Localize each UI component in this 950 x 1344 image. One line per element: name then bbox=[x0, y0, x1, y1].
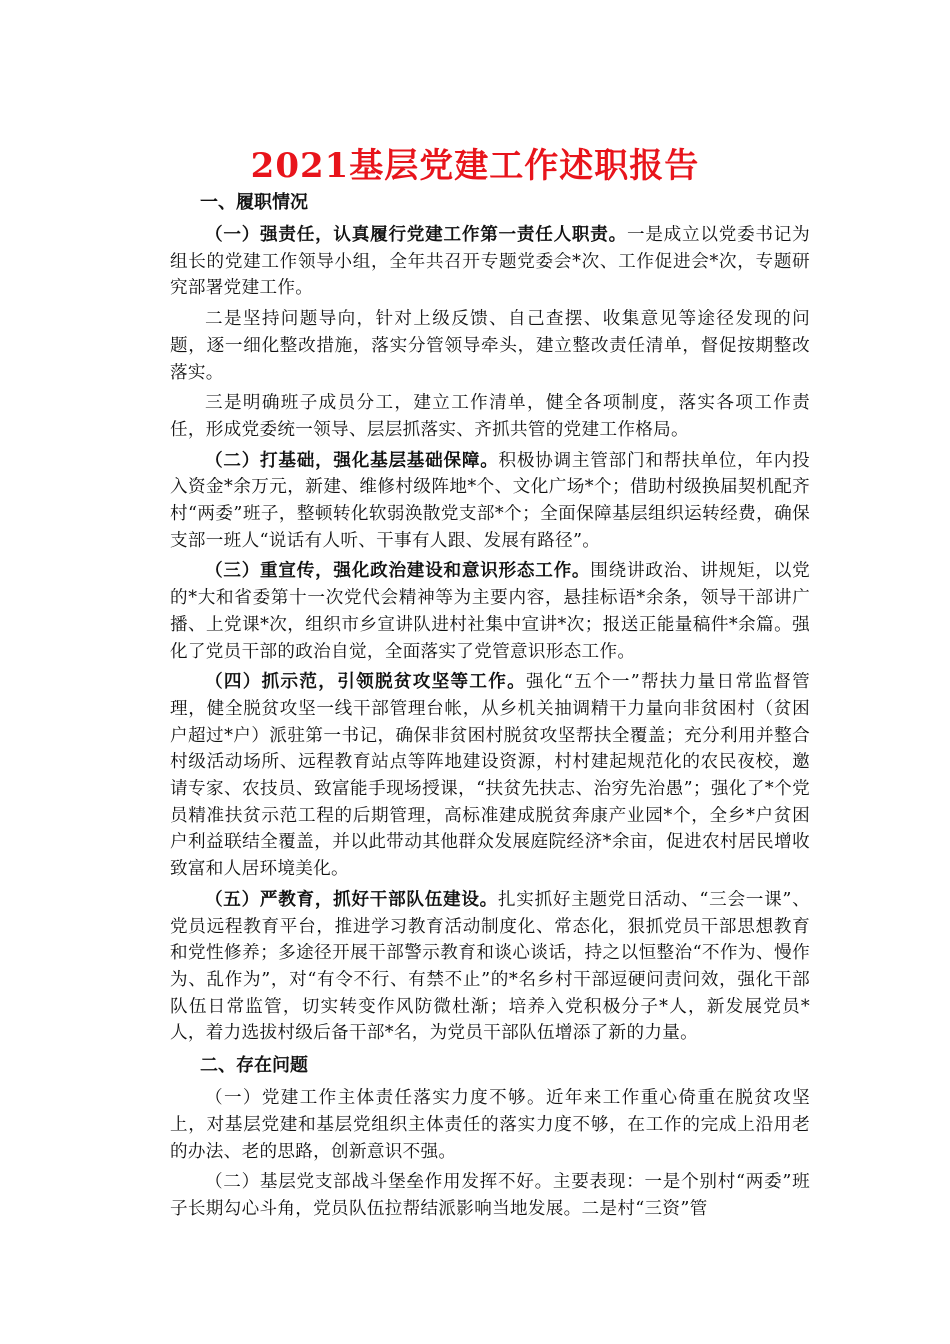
section-heading-2: 二、存在问题 bbox=[200, 1055, 308, 1077]
paragraph-9: （二）基层党支部战斗堡垒作用发挥不好。主要表现：一是个别村“两委”班子长期勾心斗角，党员队伍拉帮结派影响当地发展。二是村“三资”管 bbox=[170, 1172, 810, 1219]
paragraph-6 bbox=[170, 669, 810, 883]
paragraph-5 bbox=[170, 558, 810, 665]
paragraph-text: 一是成立以党委书记为组长的党建工作领导小组，全年共召开专题党委会*次、工作促进会*次，专题研究部署党建工作。 bbox=[170, 225, 810, 299]
paragraph-8: （一）党建工作主体责任落实力度不够。近年来工作重心倚重在脱贫攻坚上，对基层党建和基层党组织主体责任的落实力度不够，在工作的完成上沿用老的办法、老的思路，创新意识不强。 bbox=[170, 1088, 810, 1162]
paragraph-text: 强化“五个一”帮扶力量日常监督管理，健全脱贫攻坚一线干部管理台帐，从乡机关抽调精干力量向非贫困村（贫困户超过*户）派驻第一书记，确保非贫困村脱贫攻坚帮扶全覆盖；充分利用并整合村级活动场所、远程教育站点等阵地建设资源，村村建起规范化的农民夜校，邀请专家、农技员、致富能手现场授课，“扶贫先扶志、治穷先治愚”；强化了*个党员精准扶贫示范工程的后期管理，高标准建成脱贫奔康产业园*个，全乡*户贫困户利益联结全覆盖，并以此带动其他群众发展庭院经济*余亩，促进农村居民增收致富和人居环境美化。 bbox=[170, 672, 810, 880]
paragraph-lead: （一）强责任，认真履行党建工作第一责任人职责。 bbox=[205, 224, 627, 245]
paragraph-lead: （五）严教育，抓好干部队伍建设。 bbox=[205, 888, 498, 910]
paragraph-3: 三是明确班子成员分工，建立工作清单，健全各项制度，落实各项工作责任，形成党委统一领导、层层抓落实、齐抓共管的党建工作格局。 bbox=[170, 393, 810, 440]
paragraph-lead: （四）抓示范，引领脱贫攻坚等工作。 bbox=[205, 671, 527, 693]
paragraph-4 bbox=[170, 448, 810, 555]
paragraph-lead: （三）重宣传，强化政治建设和意识形态工作。 bbox=[205, 560, 591, 582]
section-heading-1: 一、履职情况 bbox=[200, 192, 308, 213]
paragraph-text: 扎实抓好主题党日活动、“三会一课”、党员远程教育平台，推进学习教育活动制度化、常态化，狠抓党员干部思想教育和党性修养；多途径开展干部警示教育和谈心谈话，持之以恒整治“不作为、慢作为、乱作为”，对“有令不行、有禁不止”的*名乡村干部逗硬问责问效，强化干部队伍日常监管，切实转变作风防微杜渐；培养入党积极分子*人，新发展党员*人，着力选拔村级后备干部*名，为党员干部队伍增添了新的力量。 bbox=[170, 889, 810, 1044]
paragraph-lead: （二）打基础，强化基层基础保障。 bbox=[205, 449, 499, 471]
page-title: 2021基层党建工作述职报告 bbox=[250, 146, 700, 186]
paragraph-text: 积极协调主管部门和帮扶单位，年内投入资金*余万元，新建、维修村级阵地*个、文化广场*个；借助村级换届契机配齐村“两委”班子，整顿转化软弱涣散党支部*个；全面保障基层组织运转经费，确保支部一班人“说话有人听、干事有人跟、发展有路径”。 bbox=[170, 450, 810, 551]
paragraph-text: 围绕讲政治、讲规矩，以党的*大和省委第十一次党代会精神等为主要内容，悬挂标语*余条，领导干部讲广播、上党课*次，组织市乡宣讲队进村社集中宣讲*次；报送正能量稿件*余篇。强化了党员干部的政治自觉，全面落实了党管意识形态工作。 bbox=[170, 561, 810, 662]
paragraph-1 bbox=[170, 222, 810, 302]
document-body bbox=[170, 188, 810, 1223]
paragraph-2: 二是坚持问题导向，针对上级反馈、自己查摆、收集意见等途径发现的问题，逐一细化整改措施，落实分管领导牵头，建立整改责任清单，督促按期整改落实。 bbox=[170, 309, 810, 383]
paragraph-7 bbox=[170, 887, 810, 1047]
